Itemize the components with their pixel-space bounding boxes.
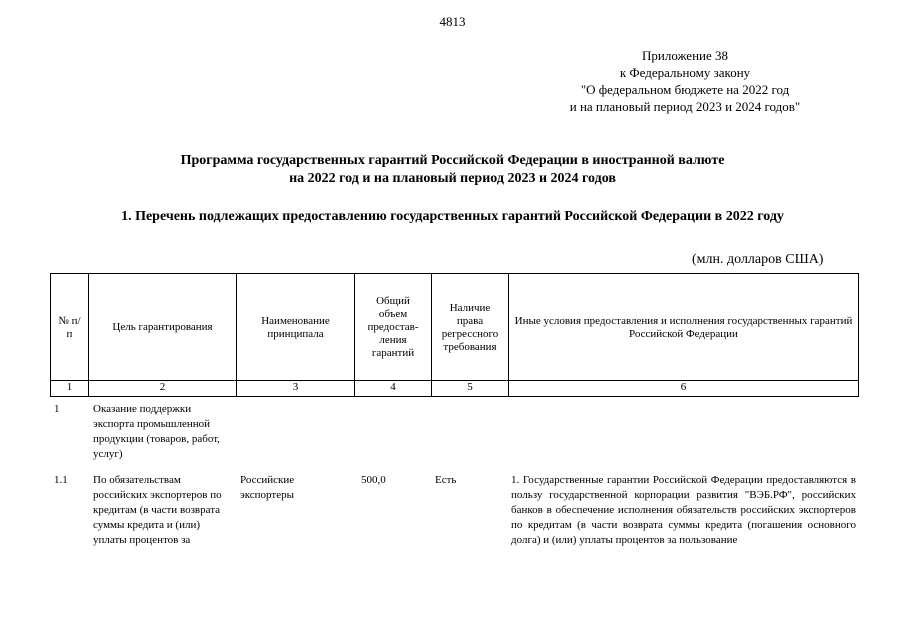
row-regress: Есть (435, 474, 457, 486)
appendix-line-4: и на плановый период 2023 и 2024 годов" (569, 99, 801, 114)
header-purpose: Цель гарантирования (88, 273, 236, 381)
title-line-1: Программа государственных гарантий Российской Федерации в иностранной валюте (180, 153, 725, 168)
row-volume: 500,0 (361, 474, 386, 486)
row-number: 1 (54, 403, 60, 415)
column-number: 5 (431, 380, 508, 397)
row-conditions: 1. Государственные гарантии Российской Федерации предоставляются в пользу государственной корпорации развития "ВЭБ.РФ", российских банков в обеспечение исполнения обязательств российских экспортеров по кредитам (в части возврата суммы кредита (погашения основного долга) и (или) уплаты процентов за пользование (511, 474, 856, 546)
page-number: 4813 (439, 14, 466, 29)
header-volume: Общий объем предостав- ления гарантий (354, 273, 431, 381)
column-number: 1 (50, 380, 88, 397)
header-regress: Наличие права регрессного требования (431, 273, 508, 381)
column-number: 4 (354, 380, 431, 397)
appendix-line-1: Приложение 38 (641, 48, 729, 63)
column-number: 6 (508, 380, 859, 397)
header-conditions: Иные условия предоставления и исполнения государственных гарантий Российской Федерации (508, 273, 858, 381)
section-heading: 1. Перечень подлежащих предоставлению государственных гарантий Российской Федерации в 2022 году (121, 209, 784, 224)
title-line-2: на 2022 год и на плановый период 2023 и 2024 годов (289, 171, 616, 186)
row-number: 1.1 (54, 474, 68, 486)
row-principal: Российские экспортеры (240, 474, 295, 501)
header-num: № п/п (50, 273, 88, 381)
row-purpose: Оказание поддержки экспорта промышленной продукции (товаров, работ, услуг) (93, 403, 220, 460)
appendix-line-2: к Федеральному закону (619, 65, 751, 80)
column-number: 2 (88, 380, 236, 397)
row-purpose: По обязательствам российских экспортеров по кредитам (в части возврата суммы кредита и (или) уплаты процентов за (93, 474, 222, 546)
units-note: (млн. долларов США) (692, 252, 824, 267)
document-title (0, 152, 905, 188)
appendix-header (490, 47, 880, 115)
column-number: 3 (236, 380, 354, 397)
header-principal: Наименование принципала (236, 273, 354, 381)
appendix-line-3: "О федеральном бюджете на 2022 год (580, 82, 790, 97)
